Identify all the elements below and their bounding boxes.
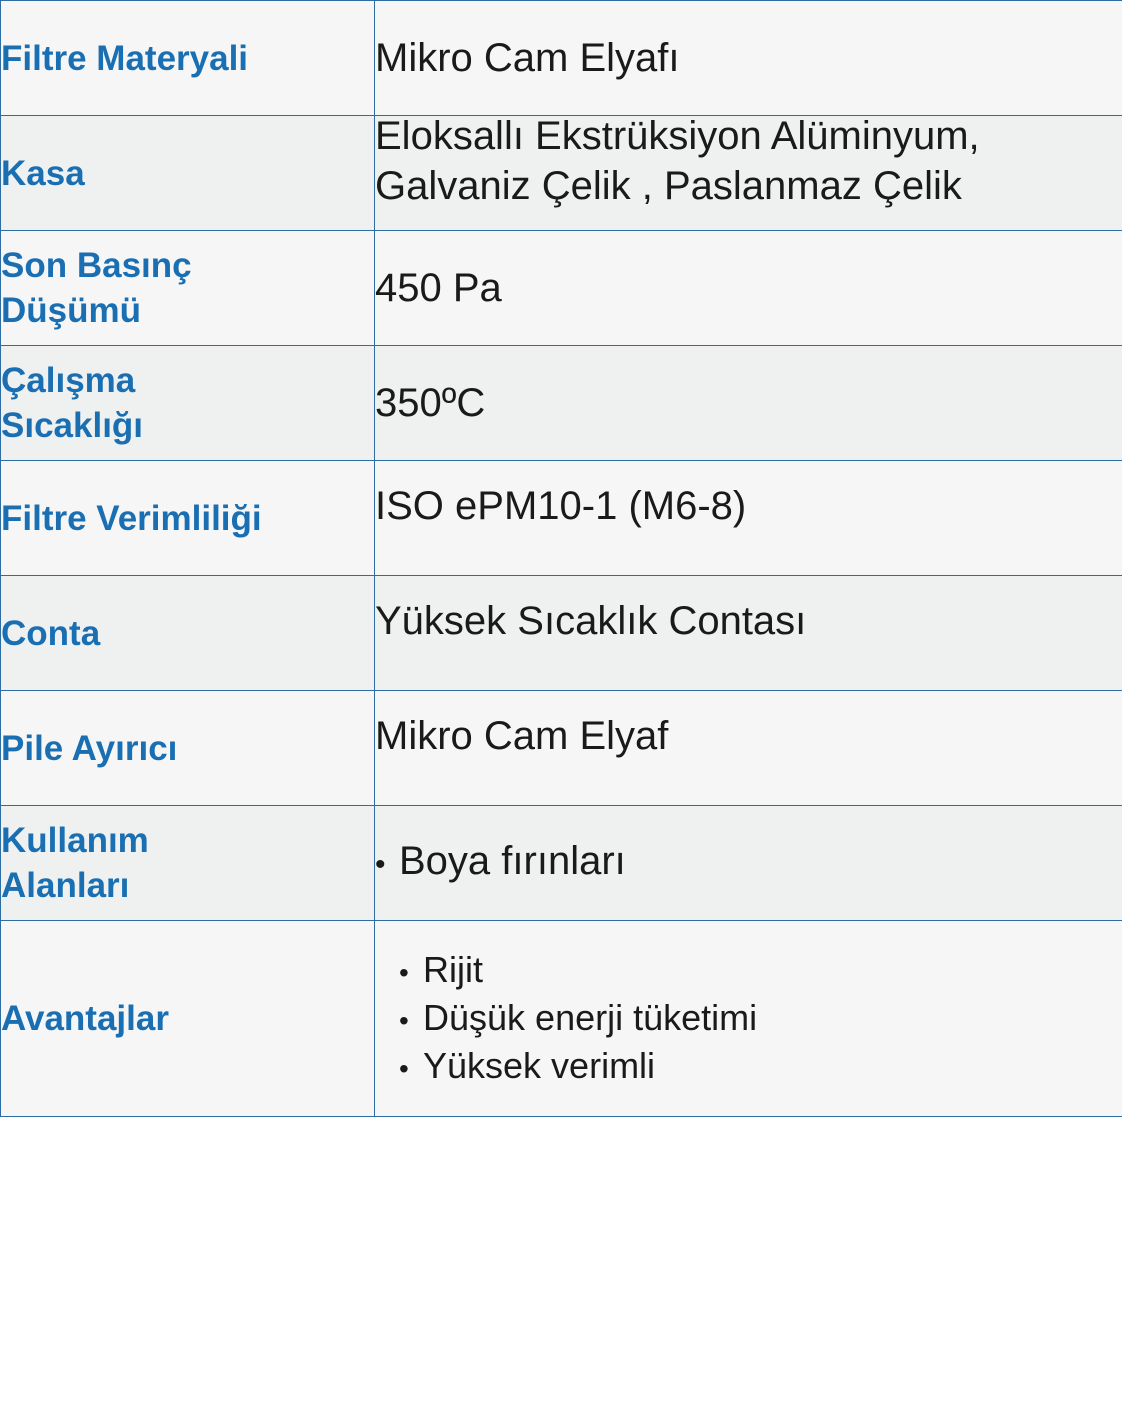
row-value-application-areas bbox=[375, 806, 1122, 921]
table-row bbox=[1, 1, 1122, 116]
gasket-text: Yüksek Sıcaklık Contası bbox=[375, 599, 807, 643]
table-row bbox=[1, 921, 1122, 1117]
bullet-marker bbox=[375, 839, 399, 883]
row-value-operating-temperature: 350ºC bbox=[375, 346, 1122, 461]
advantages-list bbox=[375, 947, 1122, 1091]
list-item: • Rijit bbox=[375, 947, 1122, 995]
table-row bbox=[1, 116, 1122, 231]
table-row bbox=[1, 461, 1122, 576]
table-row bbox=[1, 576, 1122, 691]
row-value-final-pressure-drop: 450 Pa bbox=[375, 231, 1122, 346]
list-item: • Düşük enerji tüketimi bbox=[375, 995, 1122, 1043]
table-row bbox=[1, 231, 1122, 346]
row-label-final-pressure-drop bbox=[1, 231, 375, 346]
list-item: • Yüksek verimli bbox=[375, 1043, 1122, 1091]
row-label-filter-efficiency: Filtre Verimliliği bbox=[1, 461, 375, 576]
row-label-pleat-separator: Pile Ayırıcı bbox=[1, 691, 375, 806]
row-label-filter-material: Filtre Materyali bbox=[1, 1, 375, 116]
table-row bbox=[1, 806, 1122, 921]
row-label-casing: Kasa bbox=[1, 116, 375, 231]
row-label-operating-temperature bbox=[1, 346, 375, 461]
row-value-filter-efficiency bbox=[375, 461, 1122, 576]
row-label-advantages: Avantajlar bbox=[1, 921, 375, 1117]
label-line-1: Çalışma bbox=[1, 361, 136, 400]
label-line-2: Sıcaklığı bbox=[1, 406, 144, 445]
row-value-filter-material: Mikro Cam Elyafı bbox=[375, 1, 1122, 116]
row-value-casing bbox=[375, 116, 1122, 231]
casing-line-1: Eloksallı Ekstrüksiyon Alüminyum, bbox=[375, 114, 980, 158]
label-line-1: Son Basınç bbox=[1, 246, 192, 285]
table-row bbox=[1, 346, 1122, 461]
row-value-pleat-separator bbox=[375, 691, 1122, 806]
row-value-advantages bbox=[375, 921, 1122, 1117]
casing-line-2: Galvaniz Çelik , Paslanmaz Çelik bbox=[375, 164, 962, 208]
row-label-application-areas bbox=[1, 806, 375, 921]
pleat-separator-text: Mikro Cam Elyaf bbox=[375, 714, 669, 758]
row-label-gasket: Conta bbox=[1, 576, 375, 691]
label-line-1: Kullanım bbox=[1, 821, 149, 860]
label-line-2: Düşümü bbox=[1, 291, 141, 330]
table-row bbox=[1, 691, 1122, 806]
label-line-2: Alanları bbox=[1, 866, 130, 905]
filter-efficiency-text: ISO ePM10-1 (M6-8) bbox=[375, 484, 747, 528]
row-value-gasket bbox=[375, 576, 1122, 691]
application-item: Boya fırınları bbox=[399, 839, 626, 883]
